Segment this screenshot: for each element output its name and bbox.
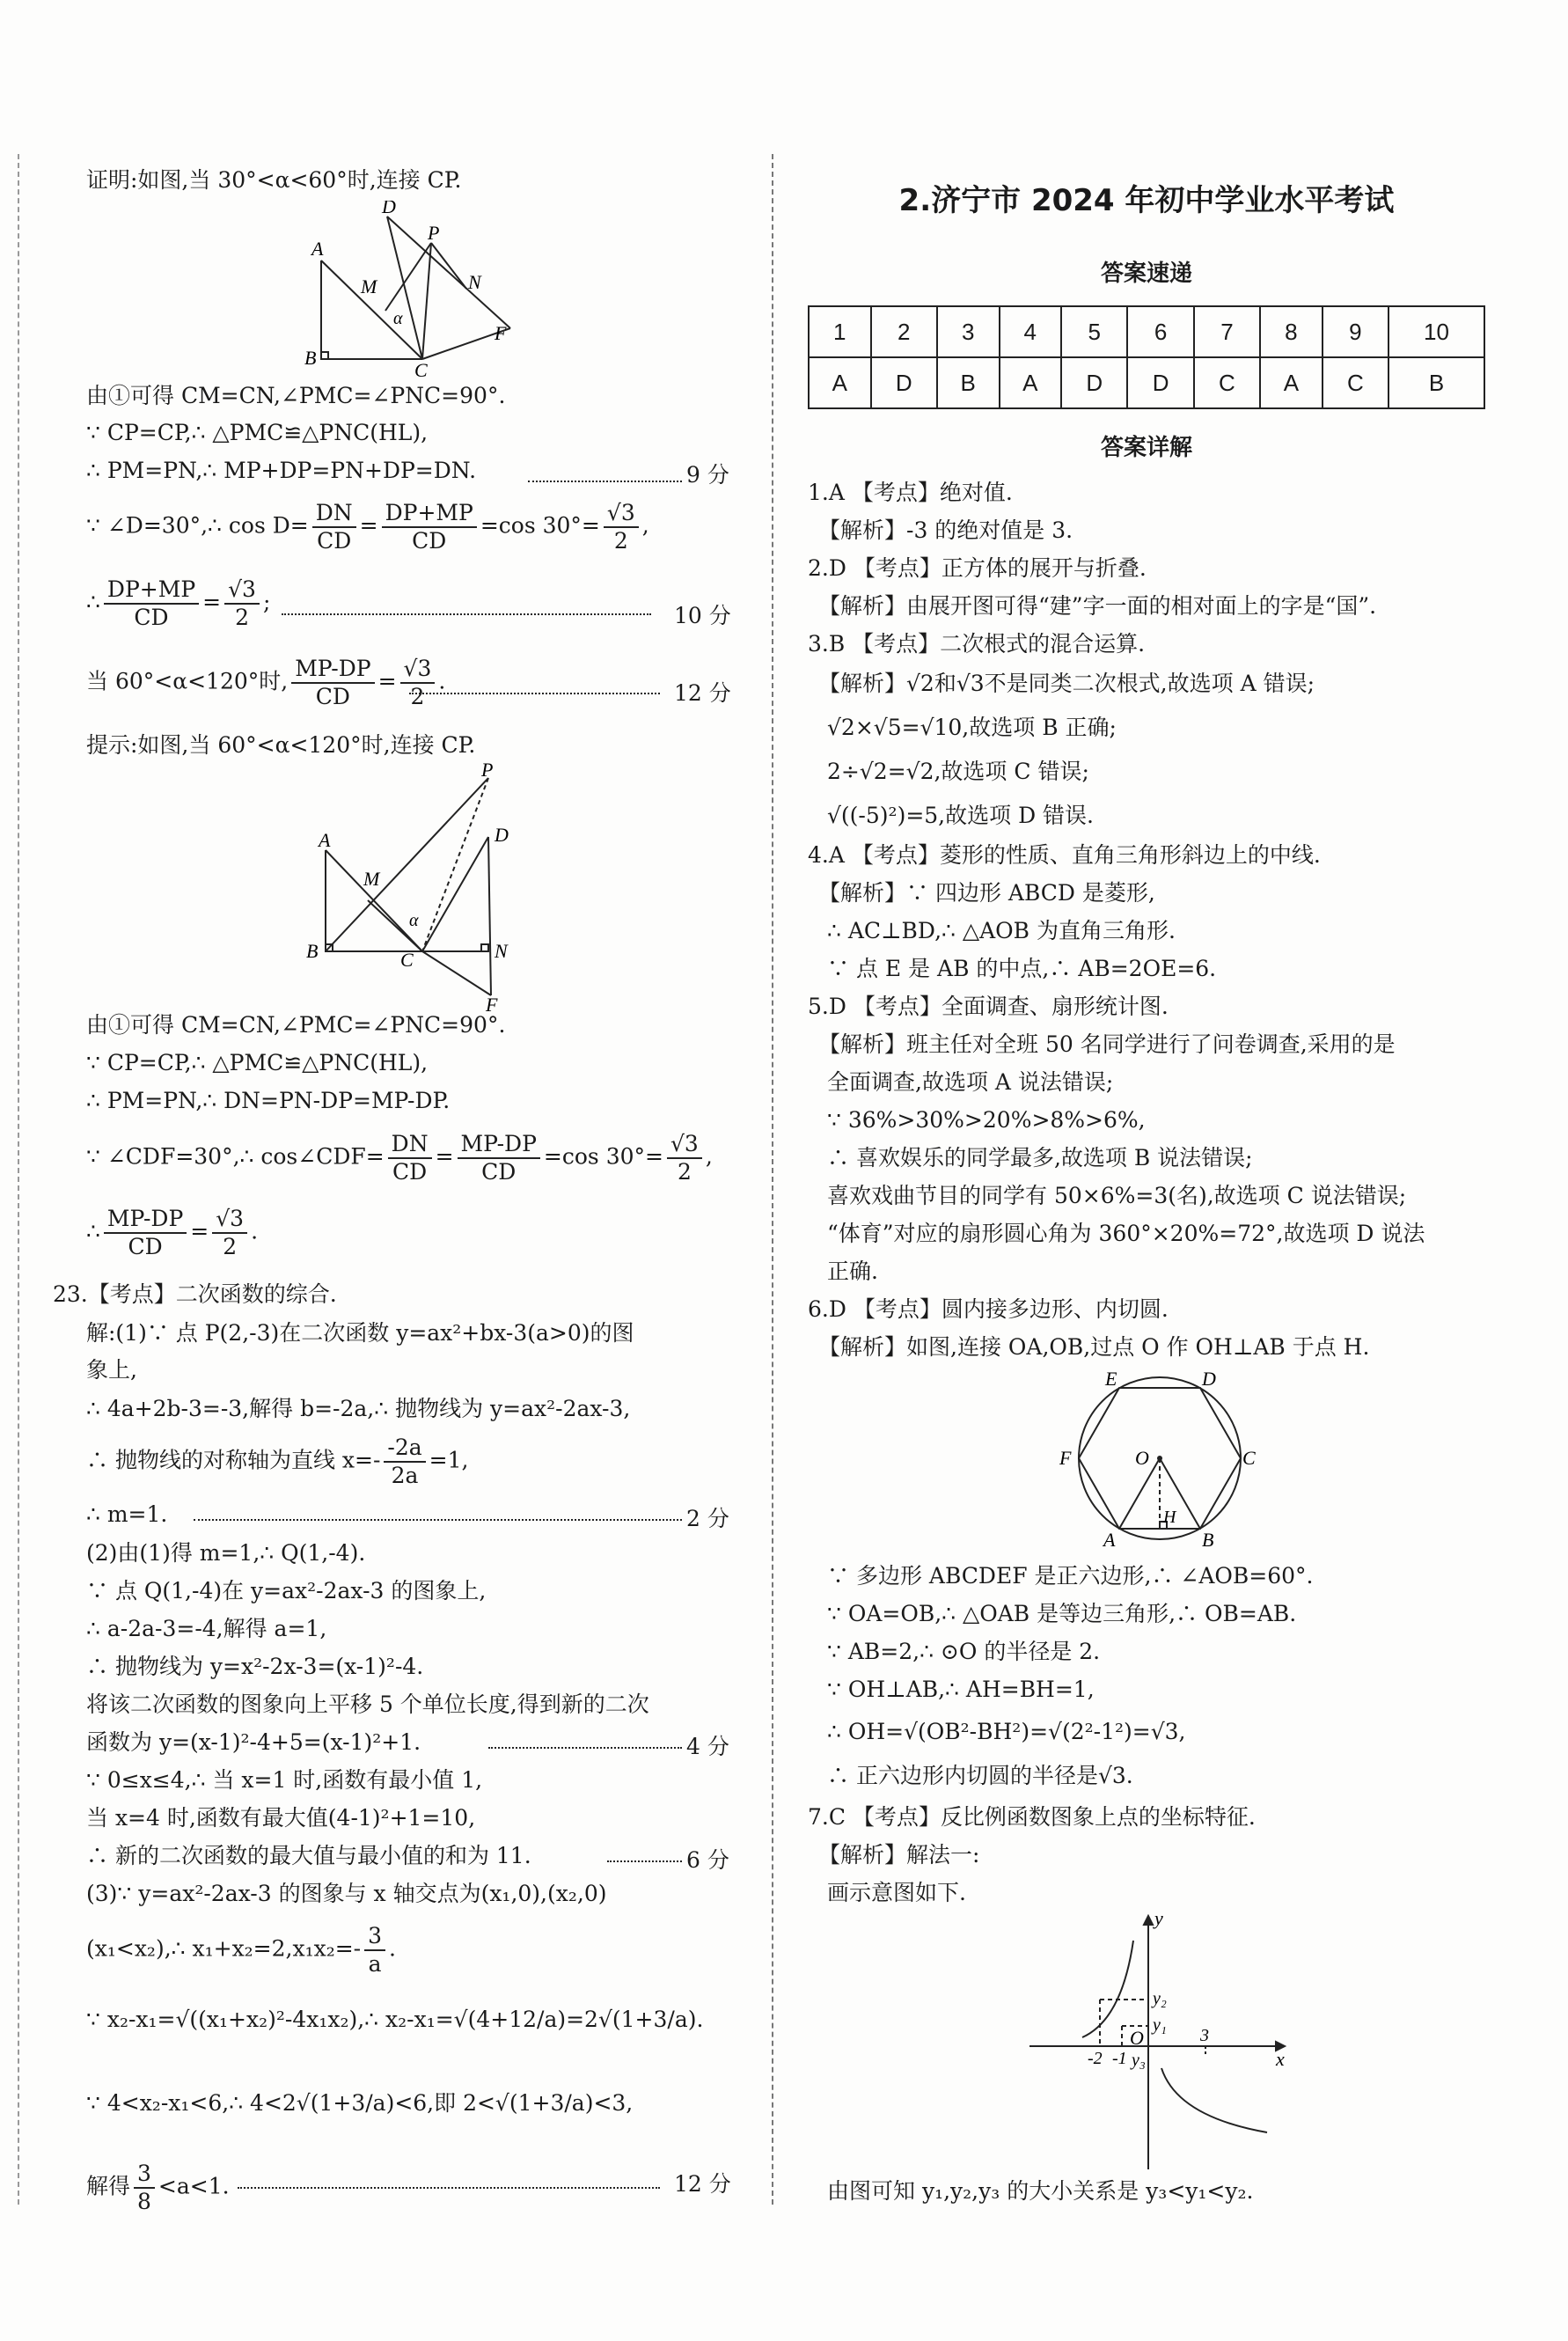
graph-label: -1 <box>1112 2049 1127 2068</box>
hex-label: H <box>1163 1508 1176 1527</box>
math-line <box>86 656 445 710</box>
text-line: (2)由(1)得 m=1,∴ Q(1,-4). <box>86 1540 366 1566</box>
text-segment: 当 60°<α<120°时, <box>86 668 289 694</box>
fraction <box>134 2161 155 2215</box>
text-line: 6.D 【考点】圆内接多边形、内切圆. <box>808 1296 1169 1322</box>
hex-label: C <box>1242 1447 1256 1469</box>
text-segment: . <box>389 1935 396 1962</box>
table-cell: 4 <box>1000 306 1062 357</box>
text-line: 全面调查,故选项 A 说法错误; <box>827 1069 1114 1095</box>
leader-dots <box>409 693 660 694</box>
answer-table <box>808 305 1485 409</box>
table-cell: 2 <box>871 306 937 357</box>
fig1-label: D <box>382 201 396 217</box>
score: 12 分 <box>674 2171 731 2197</box>
math-line: ∵ ∠D=30°,∴ cos D= $\frac{DN}{CD}$ = $\frac{DP+MP}{CD}$ =cos 30°= $\frac{√3}{2}$ , <box>86 500 649 554</box>
text-line: 【解析】由展开图可得“建”字一面的相对面上的字是“国”. <box>818 593 1377 619</box>
quick-answers-heading: 答案速递 <box>1100 261 1192 287</box>
text-line: 4.A 【考点】菱形的性质、直角三角形斜边上的中线. <box>808 842 1321 868</box>
math-line <box>86 1923 396 1978</box>
text-line: 【解析】解法一: <box>818 1842 980 1868</box>
table-cell: C <box>1194 357 1260 408</box>
text-line: 正确. <box>827 1259 878 1284</box>
hex-label: E <box>1105 1368 1117 1390</box>
hex-label: B <box>1202 1529 1214 1551</box>
fig2-label: B <box>306 940 319 962</box>
score: 4 分 <box>686 1734 729 1759</box>
text-segment: =cos 30°= <box>480 512 600 539</box>
text-line: 【解析】-3 的绝对值是 3. <box>818 517 1073 543</box>
table-cell: A <box>809 357 871 408</box>
score: 2 分 <box>686 1506 729 1531</box>
denominator: 2 <box>410 684 425 709</box>
question-23-heading: 23.【考点】二次函数的综合. <box>53 1281 337 1307</box>
graph-label: y₁ <box>1153 2015 1167 2035</box>
fraction <box>382 500 477 554</box>
text-line: 喜欢戏曲节目的同学有 50×6%=3(名),故选项 C 说法错误; <box>827 1183 1407 1208</box>
fig2-label: α <box>409 911 419 930</box>
table-cell: 1 <box>809 306 871 357</box>
numerator: MP-DP <box>291 656 374 684</box>
text-line: ∵ CP=CP,∴ △PMC≌△PNC(HL), <box>86 420 429 445</box>
column-divider <box>772 154 773 2205</box>
fraction <box>312 500 356 554</box>
graph-label: -2 <box>1088 2049 1103 2068</box>
denominator: CD <box>315 684 350 709</box>
fig2-label: P <box>481 762 494 781</box>
text-line: 5.D 【考点】全面调查、扇形统计图. <box>808 994 1169 1019</box>
fig1-label: M <box>361 275 377 297</box>
math-line <box>86 1206 258 1260</box>
fraction <box>364 1923 385 1978</box>
graph-label: y <box>1154 1907 1163 1929</box>
fraction <box>212 1206 247 1260</box>
fig1-label: N <box>468 271 481 293</box>
text-line: ∵ 36%>30%>20%>8%>6%, <box>827 1107 1146 1133</box>
text-line: ∵ 多边形 ABCDEF 是正六边形,∴ ∠AOB=60°. <box>827 1563 1314 1589</box>
hex-label: F <box>1059 1447 1072 1469</box>
text-line: ∴ 正六边形内切圆的半径是√3. <box>827 1763 1133 1788</box>
text-segment: , <box>705 1143 713 1170</box>
figure-2 <box>299 762 528 1013</box>
text-segment: = <box>202 589 222 615</box>
numerator: DN <box>388 1131 432 1159</box>
text-line: 3.B 【考点】二次根式的混合运算. <box>808 631 1146 657</box>
fraction <box>104 1206 187 1260</box>
leader-dots <box>488 1747 682 1749</box>
math-line <box>86 576 270 631</box>
text-line: 画示意图如下. <box>827 1880 966 1905</box>
text-line: ∵ OA=OB,∴ △OAB 是等边三角形,∴ OB=AB. <box>827 1601 1297 1626</box>
denominator: CD <box>481 1159 517 1185</box>
text-segment: = <box>435 1143 454 1170</box>
numerator: DN <box>312 500 356 528</box>
fig2-label: A <box>319 829 331 851</box>
text-segment: ∴ <box>86 1218 100 1244</box>
numerator: DP+MP <box>104 576 199 605</box>
fraction <box>388 1131 432 1185</box>
text-line: 2.D 【考点】正方体的展开与折叠. <box>808 555 1147 581</box>
table-row <box>809 357 1484 408</box>
text-line: ∴ 喜欢娱乐的同学最多,故选项 B 说法错误; <box>827 1145 1253 1170</box>
text-line: 象上, <box>86 1357 137 1383</box>
table-cell: D <box>1061 357 1127 408</box>
fraction <box>458 1131 540 1185</box>
graph-label: O <box>1130 2027 1144 2049</box>
fraction <box>400 656 436 710</box>
text-segment: =1, <box>429 1447 469 1473</box>
numerator: √3 <box>667 1131 702 1159</box>
table-cell: 5 <box>1061 306 1127 357</box>
table-cell: A <box>1000 357 1062 408</box>
fig1-label: P <box>428 222 440 244</box>
fig1-label: α <box>393 309 403 328</box>
hint-line: 提示:如图,当 60°<α<120°时,连接 CP. <box>86 732 476 758</box>
fraction <box>291 656 374 710</box>
denominator: CD <box>412 528 447 554</box>
table-cell: B <box>1388 357 1484 408</box>
text-line: 【解析】班主任对全班 50 名同学进行了问卷调查,采用的是 <box>818 1031 1396 1057</box>
fig1-label: C <box>414 359 428 377</box>
text-segment: = <box>190 1218 209 1244</box>
text-segment: =cos 30°= <box>543 1143 663 1170</box>
graph-label: x <box>1276 2048 1285 2070</box>
text-segment: ∴ 抛物线的对称轴为直线 x=- <box>86 1447 381 1473</box>
text-segment: ∵ ∠CDF=30°,∴ cos∠CDF= <box>86 1143 385 1170</box>
fraction <box>604 500 639 554</box>
text-line: ∵ 0≤x≤4,∴ 当 x=1 时,函数有最小值 1, <box>86 1767 483 1793</box>
numerator: √3 <box>400 656 436 684</box>
score: 9 分 <box>686 462 729 488</box>
fig2-label: M <box>363 868 380 890</box>
math-line <box>86 1131 713 1185</box>
text-line: ∴ AC⊥BD,∴ △AOB 为直角三角形. <box>827 918 1176 943</box>
text-line: “体育”对应的扇形圆心角为 360°×20%=72°,故选项 D 说法 <box>827 1221 1425 1246</box>
text-line: ∴ PM=PN,∴ DN=PN-DP=MP-DP. <box>86 1088 451 1113</box>
text-line: √2×√5=√10,故选项 B 正确; <box>827 715 1117 740</box>
fig2-label: F <box>486 994 498 1013</box>
text-line: ∴ OH=√(OB²-BH²)=√(2²-1²)=√3, <box>827 1719 1186 1744</box>
text-line: (3)∵ y=ax²-2ax-3 的图象与 x 轴交点为(x₁,0),(x₂,0) <box>86 1881 607 1906</box>
table-cell: C <box>1323 357 1388 408</box>
text-segment: = <box>377 668 397 694</box>
hex-label: A <box>1103 1529 1116 1551</box>
leader-dots <box>528 481 682 482</box>
inverse-function-graph <box>1021 1905 1302 2178</box>
numerator: DP+MP <box>382 500 477 528</box>
text-line: 解:(1)∵ 点 P(2,-3)在二次函数 y=ax²+bx-3(a>0)的图 <box>86 1320 634 1346</box>
table-cell: D <box>871 357 937 408</box>
text-segment: ∵ ∠D=30°,∴ cos D= <box>86 512 309 539</box>
text-segment: <a<1. <box>158 2173 230 2199</box>
fig2-label: N <box>495 940 508 962</box>
table-cell: B <box>937 357 1000 408</box>
score: 12 分 <box>674 680 731 706</box>
graph-label: y₂ <box>1153 1989 1167 2008</box>
numerator: -2a <box>384 1435 425 1463</box>
text-line: 当 x=4 时,函数有最大值(4-1)²+1=10, <box>86 1805 476 1831</box>
text-line: ∴ m=1. <box>86 1501 168 1527</box>
figure-1 <box>299 201 528 377</box>
text-segment: . <box>251 1218 259 1244</box>
fraction <box>667 1131 702 1185</box>
text-line: ∵ CP=CP,∴ △PMC≌△PNC(HL), <box>86 1050 429 1075</box>
fraction <box>384 1435 425 1489</box>
denominator: CD <box>134 605 169 630</box>
text-line: ∵ 点 E 是 AB 的中点,∴ AB=2OE=6. <box>827 956 1217 981</box>
numerator: √3 <box>224 576 260 605</box>
text-segment: (x₁<x₂),∴ x₁+x₂=2,x₁x₂=- <box>86 1935 362 1962</box>
graph-label: y₃ <box>1132 2051 1146 2070</box>
hex-label: D <box>1202 1368 1216 1390</box>
table-cell: 6 <box>1127 306 1193 357</box>
leader-dots <box>194 1519 682 1521</box>
text-line: 【解析】√2和√3不是同类二次根式,故选项 A 错误; <box>818 671 1315 696</box>
text-line: ∵ 点 Q(1,-4)在 y=ax²-2ax-3 的图象上, <box>86 1578 487 1603</box>
text-line: 由①可得 CM=CN,∠PMC=∠PNC=90°. <box>86 1012 506 1038</box>
table-row <box>809 306 1484 357</box>
proof-intro: 证明:如图,当 30°<α<60°时,连接 CP. <box>86 167 462 193</box>
text-line: 由①可得 CM=CN,∠PMC=∠PNC=90°. <box>86 383 506 408</box>
text-line: 将该二次函数的图象向上平移 5 个单位长度,得到新的二次 <box>86 1692 649 1717</box>
text-segment: . <box>438 668 446 694</box>
fig2-label: D <box>495 824 509 846</box>
text-line: ∴ 新的二次函数的最大值与最小值的和为 11. <box>86 1843 531 1868</box>
leader-dots <box>238 2187 660 2189</box>
text-segment: 解得 <box>86 2173 131 2199</box>
denominator: 2 <box>235 605 249 630</box>
numerator: MP-DP <box>458 1131 540 1159</box>
fig1-label: F <box>495 322 507 344</box>
fraction <box>104 576 199 631</box>
text-line: ∴ 4a+2b-3=-3,解得 b=-2a,∴ 抛物线为 y=ax²-2ax-3, <box>86 1396 631 1421</box>
text-line: 【解析】如图,连接 OA,OB,过点 O 作 OH⊥AB 于点 H. <box>818 1334 1370 1360</box>
hexagon-figure <box>1047 1364 1276 1558</box>
detailed-answers-heading: 答案详解 <box>1100 435 1192 461</box>
table-cell: A <box>1260 357 1323 408</box>
left-margin-rule <box>18 154 19 2205</box>
denominator: 2 <box>223 1234 238 1259</box>
text-line: ∵ OH⊥AB,∴ AH=BH=1, <box>827 1677 1095 1702</box>
denominator: 8 <box>137 2189 151 2214</box>
text-segment: ; <box>262 589 271 615</box>
text-line: 2÷√2=√2,故选项 C 错误; <box>827 759 1089 784</box>
denominator: CD <box>128 1234 163 1259</box>
page-title: 2.济宁市 2024 年初中学业水平考试 <box>898 183 1395 218</box>
text-segment: ∴ <box>86 589 100 615</box>
fig1-label: B <box>304 347 317 369</box>
text-line: ∴ 抛物线为 y=x²-2x-3=(x-1)²-4. <box>86 1654 424 1679</box>
math-line <box>86 1435 468 1489</box>
text-line: 函数为 y=(x-1)²-4+5=(x-1)²+1. <box>86 1729 421 1755</box>
table-cell: 8 <box>1260 306 1323 357</box>
denominator: 2a <box>391 1463 419 1488</box>
score: 10 分 <box>674 603 731 628</box>
numerator: 3 <box>134 2161 155 2189</box>
numerator: √3 <box>604 500 639 528</box>
numerator: 3 <box>364 1923 385 1951</box>
fig1-label: A <box>311 238 324 260</box>
text-line: ∴ a-2a-3=-4,解得 a=1, <box>86 1616 327 1641</box>
text-line: 由图可知 y₁,y₂,y₃ 的大小关系是 y₃<y₁<y₂. <box>827 2178 1254 2204</box>
text-line: 1.A 【考点】绝对值. <box>808 480 1013 505</box>
table-cell: 7 <box>1194 306 1260 357</box>
table-cell: D <box>1127 357 1193 408</box>
leader-dots <box>607 1860 682 1862</box>
numerator: √3 <box>212 1206 247 1234</box>
table-cell: 10 <box>1388 306 1484 357</box>
denominator: a <box>368 1951 382 1977</box>
table-cell: 3 <box>937 306 1000 357</box>
text-line: ∵ 4<x₂-x₁<6,∴ 4<2√(1+3/a)<6,即 2<√(1+3/a)<3, <box>86 2090 634 2116</box>
denominator: 2 <box>677 1159 692 1185</box>
denominator: CD <box>392 1159 428 1185</box>
graph-label: 3 <box>1200 2026 1209 2045</box>
math-line <box>86 2161 230 2215</box>
text-line: ∴ PM=PN,∴ MP+DP=PN+DP=DN. <box>86 458 477 483</box>
hex-label: O <box>1135 1447 1149 1469</box>
text-line: ∵ AB=2,∴ ⊙O 的半径是 2. <box>827 1639 1101 1664</box>
fraction <box>224 576 260 631</box>
text-line: √((-5)²)=5,故选项 D 错误. <box>827 803 1095 828</box>
text-line: ∵ x₂-x₁=√((x₁+x₂)²-4x₁x₂),∴ x₂-x₁=√(4+12/a)=2√(1+3/a). <box>86 2007 704 2032</box>
denominator: CD <box>317 528 352 554</box>
fig2-label: C <box>400 949 414 971</box>
text-line: 7.C 【考点】反比例函数图象上点的坐标特征. <box>808 1804 1256 1830</box>
text-line: 【解析】∵ 四边形 ABCD 是菱形, <box>818 880 1155 906</box>
table-cell: 9 <box>1323 306 1388 357</box>
leader-dots <box>282 613 651 615</box>
score: 6 分 <box>686 1847 729 1873</box>
numerator: MP-DP <box>104 1206 187 1234</box>
denominator: 2 <box>613 528 628 554</box>
